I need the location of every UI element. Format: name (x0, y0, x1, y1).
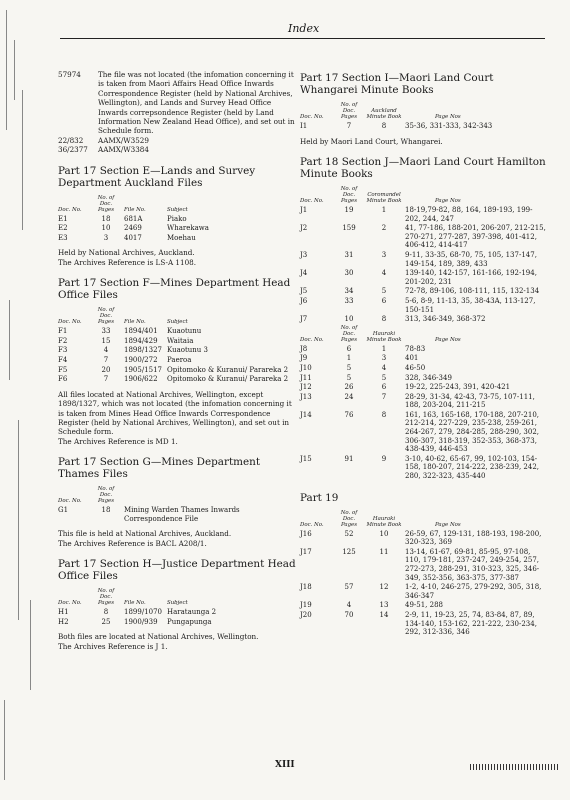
table-row: F5 20 1905/1517 Opitomoko & Kuranui/ Parareka 2 (58, 365, 289, 374)
section-f-title: Part 17 Section F—Mines Department Head Office Files (58, 277, 291, 302)
binding-edge (0, 0, 48, 800)
section-note: Both files are located at National Archives, Wellington. (58, 632, 259, 642)
section-h-title: Part 17 Section H—Justice Department Head Office Files (58, 558, 296, 583)
table-row: E2 10 2469 Wharekawa (58, 224, 209, 233)
table-row: J4 30 4 139-140, 142-157, 161-166, 192-194, 201-202, 231 (300, 269, 537, 286)
archives-reference: The Archives Reference is BACL A208/1. (58, 538, 207, 548)
table-row: I1 7 8 35-36, 331-333, 342-343 (300, 122, 493, 130)
archives-reference: The Archives Reference is MD 1. (58, 436, 178, 446)
table-row: J14 76 8 161, 163, 165-168, 170-188, 207-210, 212-214, 227-229, 235-238, 259-261, 264-267, 279, 284-285, 288-290, 302, 306-307, 318-319, 352-353, 368-373, 438-439, 446-453 (300, 410, 540, 454)
table-row: J18 57 12 1-2, 4-10, 246-275, 279-292, 305, 318, 346-347 (300, 583, 542, 600)
table-row: J5 34 5 72-78, 89-106, 108-111, 115, 132-134 (300, 287, 540, 296)
section-note: This file is held at National Archives, Auckland. (58, 529, 232, 539)
table-row: J6 33 6 5-6, 8-9, 11-13, 35, 38-43A, 113-127, 150-151 (300, 296, 536, 314)
table-row: J13 24 7 28-29, 31-34, 42-43, 73-75, 107-111, 188, 203-204, 211-215 (300, 392, 535, 410)
table-row: J16 52 10 26-59, 67, 129-131, 188-193, 198-200, 320-323, 369 (300, 529, 542, 547)
table-row: J2 159 2 41, 77-186, 188-201, 206-207, 212-215, 270-271, 277-287, 397-398, 401-412, 406-412, 414-417 (300, 224, 546, 250)
left-column (58, 70, 298, 651)
table-row: J12 26 6 19-22, 225-243, 391, 420-421 (300, 383, 511, 392)
section-e-table: Doc. No. No. of Doc. Pages File No. Subject E1 18 681A Piako E2 10 2469 Wharekawa E3 3 4017 Moehau (58, 195, 212, 244)
part-19-title: Part 19 (300, 491, 339, 504)
table-row: E1 18 681A Piako (58, 214, 187, 223)
table-row: J11 5 5 328, 346-349 (300, 373, 452, 382)
archives-reference: The Archives Reference is J 1. (58, 641, 168, 651)
table-row: E3 3 4017 Moehau (58, 233, 196, 242)
section-j-title: Part 18 Section J—Maori Land Court Hamilton Minute Books (300, 156, 546, 180)
table-row: F3 4 1898/1327 Kuaotunu 3 (58, 346, 208, 355)
table-row: J8 6 1 78-83 (300, 344, 426, 353)
section-i-table: Doc. No. No. of Doc. Pages Auckland Minute Book Page Nos I1 7 8 35-36, 331-333, 342-343 (300, 102, 495, 132)
table-row: J10 5 4 46-50 (300, 363, 426, 372)
table-row: J17 125 11 13-14, 61-67, 69-81, 85-95, 97-108, 110, 179-181, 237-247, 249-254, 257, 272-273, 288-291, 310-323, 325, 346-349, 352-356, 363-375, 377-387 (300, 547, 540, 582)
section-e-title: Part 17 Section E—Lands and Survey Department Auckland Files (58, 164, 256, 189)
section-note: Held by National Archives, Auckland. (58, 248, 195, 258)
table-row: J19 4 13 49-51, 288 (300, 601, 443, 610)
file-note (58, 70, 298, 136)
running-header: Index (288, 22, 320, 35)
table-row: H2 25 1900/939 Pungapunga (58, 617, 212, 626)
page-number: XIII (275, 760, 295, 770)
section-g-table: Doc. No. No. of Doc. Pages G1 18 Mining Warden Thames Inwards Correspondence File (58, 486, 298, 524)
right-column (300, 70, 550, 638)
table-row: F2 15 1894/429 Waitaia (58, 336, 194, 345)
reference-row: 22/832 AAMX/W3529 (58, 135, 149, 145)
note-number: 57974 (58, 70, 81, 79)
reference-row: 36/2377 AAMX/W3384 (58, 145, 149, 155)
table-row: F1 33 1894/401 Kuaotunu (58, 327, 202, 336)
table-row: H1 8 1899/1070 Harataunga 2 (58, 608, 217, 617)
part-19-table: Doc. No. No. of Doc. Pages Hauraki Minute Book Page Nos J16 52 10 26-59, 67, 129-131, 188-193, 198-200, 320-323, 369 J17 125 11 13-14, 61-67, 69-81, 85-95, 97-108, 110, 179-181, 237-247, 249-254, 257, 272-273, 288-291, 310-323, 325, 346-349, 352-356, 363-375, 377-387 J18 57 12 1-2, 4-10, 246-275, 279-292, 305, 318, 346-347 J19 4 13 49-51, 288 J20 70 14 2-9, 11, 19-23, 25, 74, 83-84, 87, 89, 134-140, 153-162, 221-222, 230-234, 292, 312-336, 346 (300, 510, 550, 638)
table-row: J9 1 3 401 (300, 354, 419, 363)
table-row: G1 18 Mining Warden Thames Inwards Correspondence File (58, 506, 240, 523)
section-i-title: Part 17 Section I—Maori Land Court Whangarei Minute Books (300, 72, 494, 96)
section-g-title: Part 17 Section G—Mines Department Thames Files (58, 456, 260, 481)
note-text: The file was not located (the infomation concerning it is taken from Maori Affairs Head Office Inwards Correspondence Register (held by National Archives, Wellington), and Lands and Survey Head Office Inwards correpsondence Register (held by Land Information New Zealand Head Office), and set out in Schedule form. (98, 70, 295, 136)
section-h-table: Doc. No. No. of Doc. Pages File No. Subject H1 8 1899/1070 Harataunga 2 H2 25 1900/939 Pungapunga (58, 588, 219, 627)
header-rule (60, 38, 545, 39)
table-row: J7 10 8 313, 346-349, 368-372 (300, 315, 486, 324)
table-row: F4 7 1900/272 Paeroa (58, 356, 192, 365)
table-row: J1 19 1 18-19,79-82, 88, 164, 189-193, 199-202, 244, 247 (300, 206, 533, 223)
section-j-table: Doc. No. No. of Doc. Pages Coromandel Minute Book Page Nos J1 19 1 18-19,79-82, 88, 164, 189-193, 199-202, 244, 247 J2 159 2 41, 77-186, 188-201, 206-207, 212-215, 270-271, 277-287, 397-398, 401-412, 406-412, 414-417 J3 31 3 9-11, 33-35, 68-70, 75, 105, 137-147, 149-154, 189, 389, 433 J4 30 4 139-140, 142-157, 161-166, 192-194, 201-202, 231 J5 34 5 72-78, 89-106, 108-111, 115, 132-134 J6 33 6 5-6, 8-9, 11-13, 35, 38-43A, 113-127, 150-151 J7 10 8 313, 346-349, 368-372 Doc. No. No. of Doc. Pages Hauraki Minute Book Page Nos J8 6 1 78-83 J9 1 3 401 J10 5 4 46-50 J11 5 5 328, 346-349 J12 26 6 19-22, 225-243, 391, 420-421 J13 24 7 28-29, 31-34, 42-43, 73-75, 107-111, 188, 203-204, 211-215 J14 76 8 161, 163, 165-168, 170-188, 207-210, 212-214, 227-229, 235-238, 259-261, 264-267, 279, 284-285, 288-290, 302, 306-307, 318-319, 352-353, 368-373, 438-439, 446-453 J15 91 9 3-10, 40-62, 65-67, 99, 102-103, 154-158, 180-207, 214-222, 238-239, 242, 280, 322-323, 435-440 (300, 186, 550, 482)
archives-reference: The Archives Reference is LS-A 1108. (58, 257, 197, 267)
table-row: J3 31 3 9-11, 33-35, 68-70, 75, 105, 137-147, 149-154, 189, 389, 433 (300, 250, 537, 268)
section-note: Held by Maori Land Court, Whangarei. (300, 136, 443, 146)
scan-edge-mark (470, 764, 560, 770)
section-note: All files located at National Archives, Wellington, except 1898/1327, which was not located (the infomation concerning it is taken from Mines Head Office Inwards Correspondence Register (held by National Archives, Wellington), and set out in Schedule form. (58, 389, 292, 437)
table-row: J15 91 9 3-10, 40-62, 65-67, 99, 102-103, 154-158, 180-207, 214-222, 238-239, 242, 280, 322-323, 435-440 (300, 454, 540, 481)
table-row: J20 70 14 2-9, 11, 19-23, 25, 74, 83-84, 87, 89, 134-140, 153-162, 221-222, 230-234, 292, 312-336, 346 (300, 610, 537, 637)
section-f-table: Doc. No. No. of Doc. Pages File No. Subject F1 33 1894/401 Kuaotunu F2 15 1894/429 Waitaia F3 4 1898/1327 Kuaotunu 3 F4 7 1900/272 Paeroa F5 20 1905/1517 Opitomoko & Kuranui/ Parareka 2 F6 7 1906/622 Opitomoko & Kuranui/ Parareka 2 (58, 307, 291, 385)
table-row: F6 7 1906/622 Opitomoko & Kuranui/ Parareka 2 (58, 375, 289, 384)
